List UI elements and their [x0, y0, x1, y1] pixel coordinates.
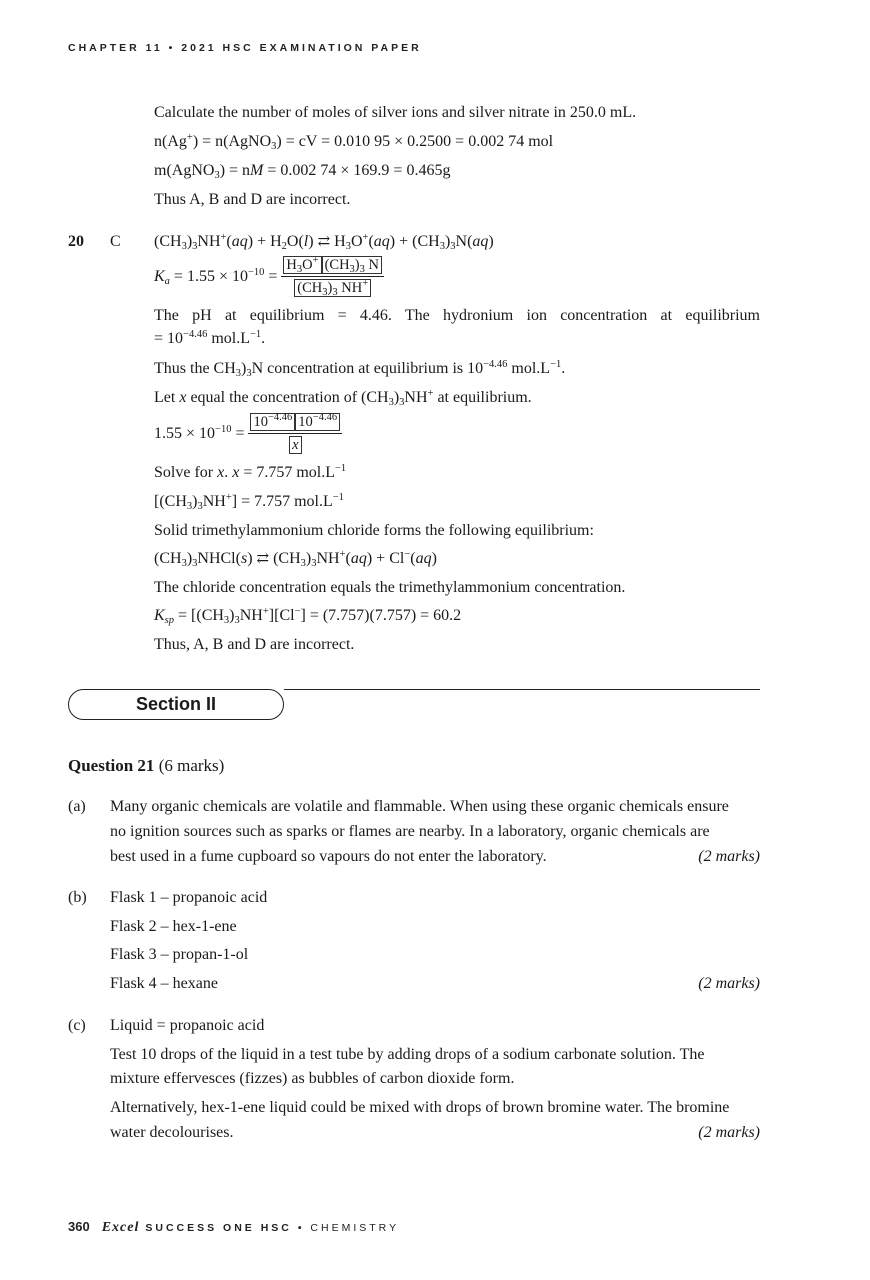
- q21c-line4: Alternatively, hex-1-ene liquid could be mixed with drops of brown bromine water. The bromine: [110, 1099, 730, 1116]
- q21b-label: (b): [68, 889, 87, 906]
- q19-line3: m(AgNO$_3$) = nM = 0.002 74 × 169.9 = 0.465g: [154, 162, 451, 181]
- q21a-line3: best used in a fume cupboard so vapours do not enter the laboratory.: [110, 848, 547, 865]
- q20-eq2: $1.55 \times 10^{-10}$ = $\frac{10^{-4.46} 10^{-4.46}}{x}$: [154, 412, 342, 455]
- eq2-fraction: $\frac{10^{-4.46} 10^{-4.46}}{x}$: [248, 412, 342, 455]
- q20-conc: $[(CH_3)_3NH^+] = 7.757$ $mol.L^{-1}$: [154, 492, 344, 512]
- q21a-line2: no ignition sources such as sparks or flames are nearby. In a laboratory, organic chemicals are: [110, 823, 710, 840]
- running-footer: [68, 1219, 399, 1236]
- q21b-flask-1: Flask 1 – propanoic acid: [110, 889, 268, 906]
- q19-line2: n(Ag+) = n(AgNO$_3$) = cV = 0.010 95 × 0.2500 = 0.002 74 mol: [154, 132, 554, 152]
- q21b-marks: (2 marks): [698, 975, 760, 992]
- q20-answer: C: [110, 233, 121, 250]
- section-title: Section II: [135, 694, 216, 714]
- q20-thus2: Thus, A, B and D are incorrect.: [154, 636, 355, 653]
- q21c-line5: water decolourises.: [110, 1124, 234, 1141]
- q20-solve: Solve for x. x = 7.757 $mol.L^{-1}$: [154, 463, 347, 481]
- q21-marks: (6 marks): [158, 756, 225, 775]
- q21c-line2: Test 10 drops of the liquid in a test tube by adding drops of a sodium carbonate solution. The: [110, 1046, 705, 1063]
- q20-chloride: The chloride concentration equals the trimethylammonium concentration.: [154, 579, 626, 596]
- q21b-flask-2: Flask 2 – hex-1-ene: [110, 918, 237, 935]
- running-header: CHAPTER 11 • 2021 HSC EXAMINATION PAPER: [68, 42, 422, 54]
- q20-ksp: $K_{sp} = [(CH_3)_3NH^+][Cl^-] = (7.757)(7.757) = 60.2$: [154, 606, 462, 626]
- q20-let-line: Let x equal the concentration of $(CH_3)_3NH^+$ at equilibrium.: [154, 388, 532, 408]
- q21-title: Question 21: [68, 756, 155, 775]
- footer-series: SUCCESS ONE HSC: [145, 1222, 292, 1234]
- q20-thus-line: Thus the $CH_3)_3N$ concentration at equilibrium is $10^{-4.46}$ $mol.L^{-1}$.: [154, 359, 566, 379]
- page-number: 360: [68, 1219, 90, 1234]
- q20-solid: Solid trimethylammonium chloride forms the following equilibrium:: [154, 522, 594, 539]
- q20-equation: $(CH_3)_3NH^+(aq) + H_2O(l)$ ⇄ $H_3O^+(aq) + (CH_3)_3N(aq)$: [154, 232, 494, 252]
- q21a-marks: (2 marks): [698, 848, 760, 865]
- q20-ka-expression: $K_a = 1.55 \times 10^{-10}$ = $\frac{H_3O^+ (CH_3)_3 N}{(CH_3)_3 NH^+}$: [154, 255, 384, 298]
- q21-heading: [68, 756, 224, 776]
- q20-ph-line1: The pH at equilibrium = 4.46. The hydronium ion concentration at equilibrium: [154, 307, 760, 324]
- q20-ph-line2: = $10^{-4.46}$ $mol.L^{-1}$.: [154, 329, 266, 347]
- section-rule: [284, 689, 760, 690]
- q21c-line3: mixture effervesces (fizzes) as bubbles of carbon dioxide form.: [110, 1070, 515, 1087]
- q19-line1: Calculate the number of moles of silver ions and silver nitrate in 250.0 mL.: [154, 104, 637, 121]
- q21a-label: (a): [68, 798, 86, 815]
- q21b-flask-4: Flask 4 – hexane: [110, 975, 218, 992]
- q19-line4: Thus A, B and D are incorrect.: [154, 191, 351, 208]
- q21a-line1: Many organic chemicals are volatile and flammable. When using these organic chemicals ensure: [110, 798, 729, 815]
- footer-subject: CHEMISTRY: [310, 1222, 400, 1234]
- q21b-flask-3: Flask 3 – propan-1-ol: [110, 946, 249, 963]
- ka-fraction: $\frac{H_3O^+ (CH_3)_3 N}{(CH_3)_3 NH^+}$: [281, 255, 384, 298]
- q21c-line1: Liquid = propanoic acid: [110, 1017, 265, 1034]
- q20-eq3: $(CH_3)_3NHCl(s)$ ⇄ $(CH_3)_3NH^+(aq) + Cl^-(aq)$: [154, 549, 437, 569]
- q20-number: 20: [68, 233, 84, 250]
- q21c-marks: (2 marks): [698, 1124, 760, 1141]
- q21c-label: (c): [68, 1017, 86, 1034]
- brand-excel: Excel: [101, 1220, 140, 1235]
- footer-bullet: •: [297, 1222, 305, 1234]
